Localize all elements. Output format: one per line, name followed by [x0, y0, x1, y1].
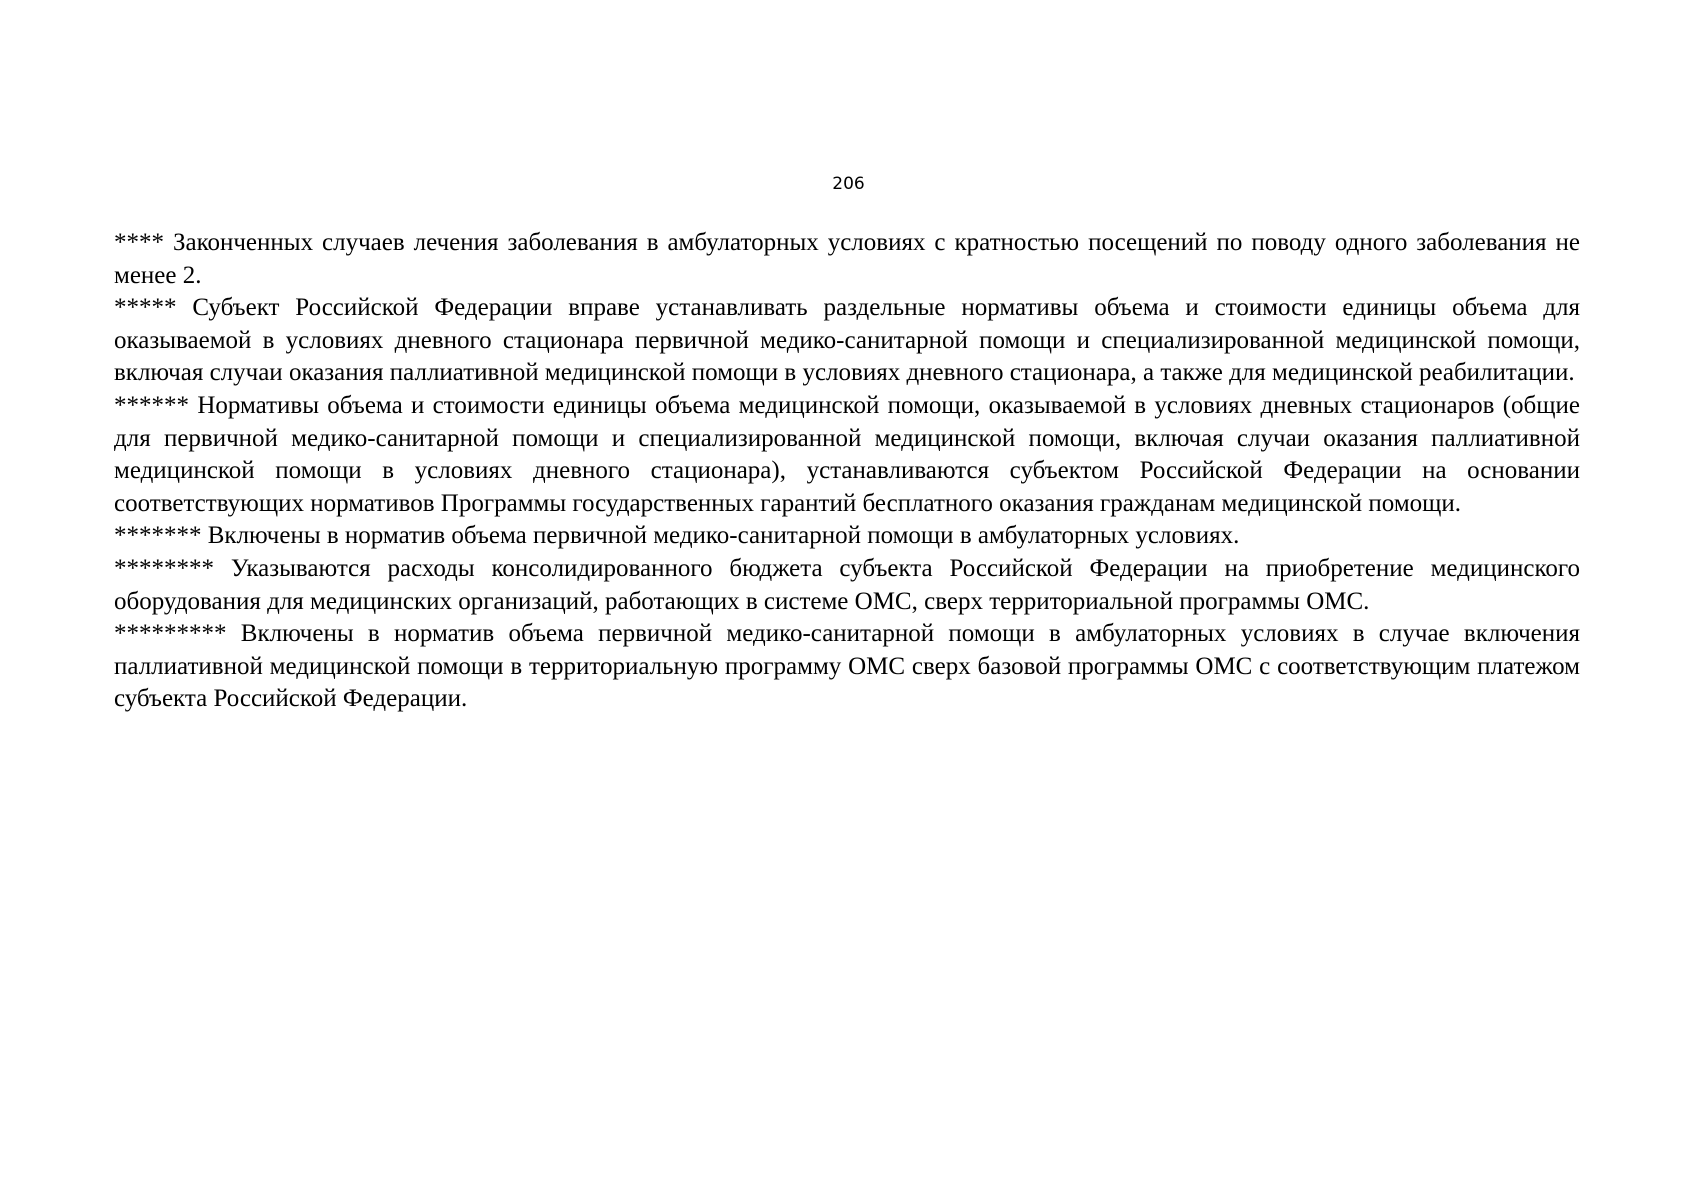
- footnote-marker: *********: [114, 620, 227, 648]
- footnote-marker: *****: [114, 294, 177, 322]
- footnote-7: [114, 520, 1580, 553]
- footnote-4: [114, 227, 1580, 292]
- footnotes-section: [114, 227, 1580, 716]
- footnote-text: Включены в норматив объема первичной медико-санитарной помощи в амбулаторных условиях в случае включения паллиативной медицинской помощи в территориальную программу ОМС сверх базовой программы ОМС с соответствующим платежом субъекта Российской Федерации.: [114, 620, 1580, 713]
- footnote-5: [114, 292, 1580, 390]
- footnote-marker: ******: [114, 391, 189, 419]
- footnote-marker: ********: [114, 554, 214, 582]
- footnote-6: [114, 390, 1580, 520]
- footnote-text: Указываются расходы консолидированного бюджета субъекта Российской Федерации на приобретение медицинского оборудования для медицинских организаций, работающих в системе ОМС, сверх территориальной программы ОМС.: [114, 554, 1580, 615]
- footnote-text: Включены в норматив объема первичной медико-санитарной помощи в амбулаторных условиях.: [207, 522, 1240, 550]
- footnote-marker: ****: [114, 229, 164, 256]
- page-number: 206: [832, 174, 865, 194]
- footnote-text: Нормативы объема и стоимости единицы объема медицинской помощи, оказываемой в условиях дневных стационаров (общие для первичной медико-санитарной помощи и специализированной медицинской помощи, включая случаи оказания паллиативной медицинской помощи в условиях дневного стационара), устанавливаются субъектом Российской Федерации на основании соответствующих нормативов Программы государственных гарантий бесплатного оказания гражданам медицинской помощи.: [114, 391, 1580, 517]
- footnote-text: Законченных случаев лечения заболевания в амбулаторных условиях с кратностью посещений по поводу одного заболевания не менее 2.: [114, 229, 1580, 289]
- footnote-marker: *******: [114, 522, 202, 550]
- footnote-8: [114, 553, 1580, 618]
- footnote-9: [114, 618, 1580, 716]
- footnote-text: Субъект Российской Федерации вправе устанавливать раздельные нормативы объема и стоимости единицы объема для оказываемой в условиях дневного стационара первичной медико-санитарной помощи и специализированной медицинской помощи, включая случаи оказания паллиативной медицинской помощи в условиях дневного стационара, а также для медицинской реабилитации.: [114, 294, 1580, 387]
